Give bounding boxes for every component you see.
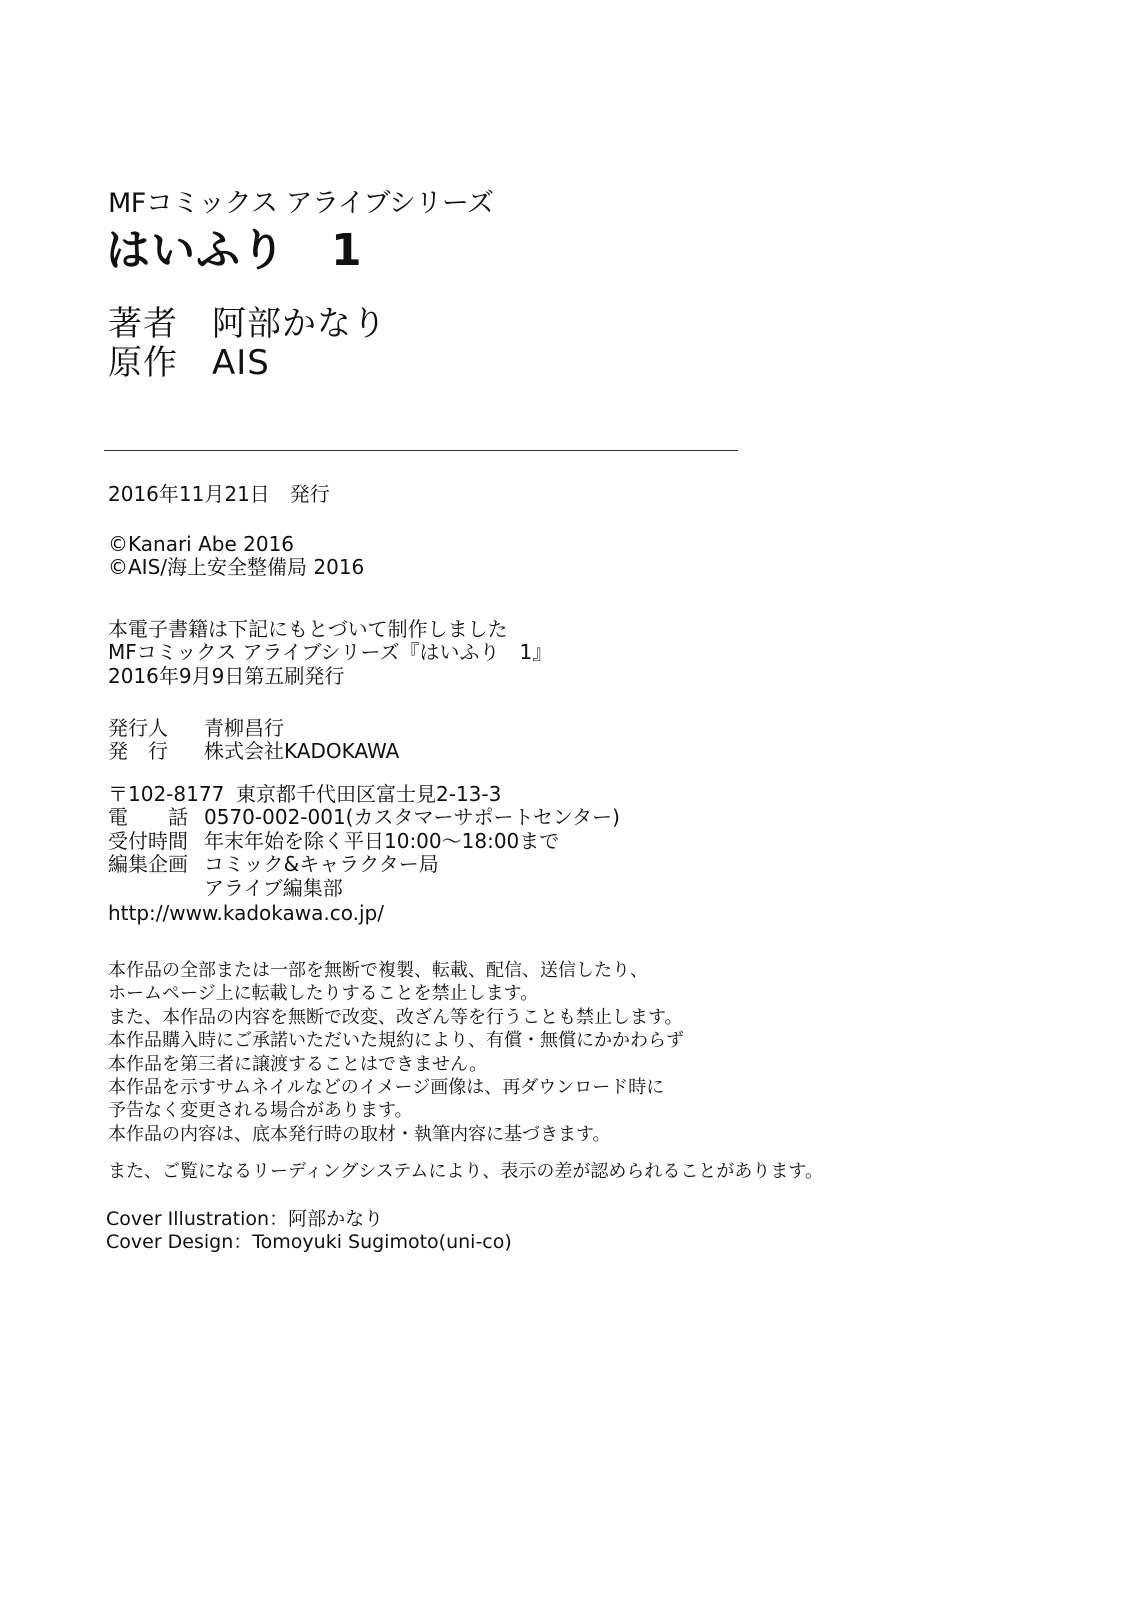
source-note: [108, 618, 552, 688]
postal-code: 〒102-8177: [108, 782, 225, 806]
publish-date: 2016年11月21日 発行: [108, 482, 330, 506]
hours-value: 年末年始を除く平日10:00〜18:00まで: [204, 828, 560, 853]
notice-line: また、本作品の内容を無断で改変、改ざん等を行うことも禁止します。: [108, 1006, 683, 1028]
notice-line: 本作品の内容は、底本発行時の取材・執筆内容に基づきます。: [108, 1123, 611, 1145]
hours-label: 受付時間: [108, 828, 188, 853]
editorial-label: 編集企画: [108, 852, 188, 877]
source-note-line: 2016年9月9日第五刷発行: [108, 663, 345, 688]
cover-illustration-value: 阿部かなり: [288, 1208, 384, 1230]
publisher-label: 発行人: [108, 716, 168, 740]
notice-line: 本作品を第三者に譲渡することはできません。: [108, 1053, 488, 1075]
original-label: 原作: [108, 343, 178, 383]
publisher-row: [108, 717, 399, 740]
publisher-label: 発 行: [108, 739, 168, 764]
cover-credits: [106, 1209, 512, 1256]
cover-credit-row: [106, 1232, 512, 1255]
source-note-line: MFコミックス アライブシリーズ『はいふり 1』: [108, 640, 553, 665]
author-label: 著者: [108, 304, 178, 344]
contact-block: [108, 783, 620, 900]
notice-block: [108, 961, 684, 1148]
cover-design-value: Tomoyuki Sugimoto(uni-co): [252, 1231, 512, 1254]
publisher-row: [108, 740, 399, 763]
original-credit: [108, 344, 270, 383]
divider: [104, 450, 738, 451]
phone-label: 電 話: [108, 805, 188, 830]
notice-line: 本作品購入時にご承諾いただいた規約により、有償・無償にかかわらず: [108, 1030, 684, 1052]
copyright-block: [108, 533, 364, 580]
copyright-line: ©Kanari Abe 2016: [108, 532, 295, 556]
cover-credit-row: [106, 1209, 512, 1232]
publisher-value: 株式会社KADOKAWA: [204, 739, 400, 764]
editorial-value: コミック&キャラクター局: [204, 852, 439, 877]
notice-line: 本作品を示すサムネイルなどのイメージ画像は、再ダウンロード時に: [108, 1076, 665, 1098]
author-credit: [108, 305, 387, 344]
cover-illustration-label: Cover Illustration：: [106, 1208, 289, 1230]
series-name: MFコミックス アライブシリーズ: [108, 188, 494, 219]
cover-design-label: Cover Design：: [106, 1231, 253, 1254]
publisher-block: [108, 717, 399, 764]
phone-value: 0570-002-001(カスタマーサポートセンター): [204, 805, 620, 830]
notice-line: 予告なく変更される場合があります。: [108, 1100, 413, 1122]
notice-line: ホームページ上に転載したりすることを禁止します。: [108, 983, 539, 1005]
author-name: 阿部かなり: [212, 304, 387, 344]
book-title: はいふり 1: [106, 225, 363, 276]
notice-line: 本作品の全部または一部を無断で複製、転載、配信、送信したり、: [108, 960, 648, 981]
address: 東京都千代田区富士見2-13-3: [236, 782, 502, 806]
contact-row: [108, 806, 620, 829]
copyright-line: ©AIS/海上安全整備局 2016: [108, 555, 365, 580]
publisher-value: 青柳昌行: [204, 716, 284, 740]
contact-row: [108, 853, 620, 876]
contact-row: [108, 830, 620, 853]
source-note-line: 本電子書籍は下記にもとづいて制作しました: [108, 617, 508, 641]
display-note: また、ご覧になるリーディングシステムにより、表示の差が認められることがあります。: [108, 1161, 823, 1182]
website-link[interactable]: http://www.kadokawa.co.jp/: [108, 901, 384, 925]
contact-row: [108, 783, 620, 806]
original-name: AIS: [212, 343, 270, 383]
editorial-dept: アライブ編集部: [204, 875, 343, 900]
contact-row: [108, 877, 620, 900]
